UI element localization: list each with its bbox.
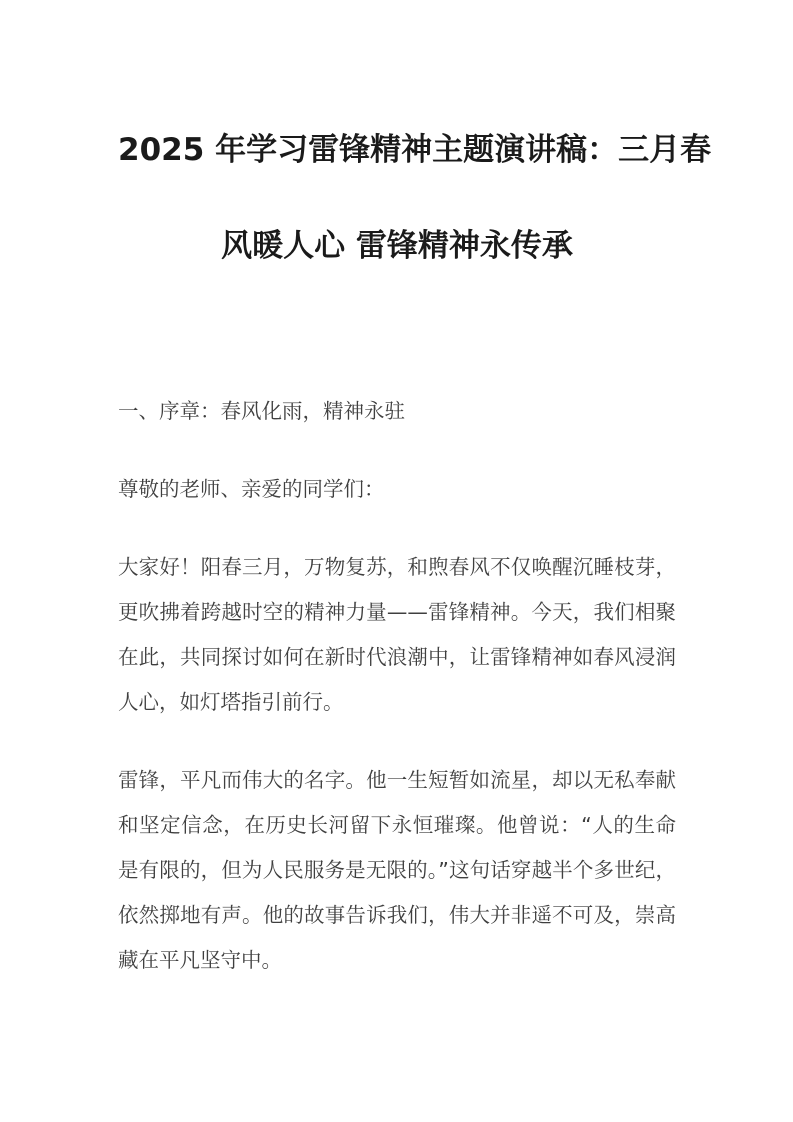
body-paragraph-1: 大家好！阳春三月，万物复苏，和煦春风不仅唤醒沉睡枝芽，更吹拂着跨越时空的精神力量——雷锋精神。今天，我们相聚在此，共同探讨如何在新时代浪潮中，让雷锋精神如春风浸润人心，如灯塔指引前行。 [118,555,676,714]
body-paragraph-2: 雷锋，平凡而伟大的名字。他一生短暂如流星，却以无私奉献和坚定信念，在历史长河留下永恒璀璨。他曾说：“人的生命是有限的，但为人民服务是无限的。”这句话穿越半个多世纪，依然掷地有声。他的故事告诉我们，伟大并非遥不可及，崇高藏在平凡坚守中。 [118,768,676,972]
document-title-line-1: 2025 年学习雷锋精神主题演讲稿：三月春 [118,132,712,168]
salutation: 尊敬的老师、亲爱的同学们： [118,477,385,501]
document-title [118,102,712,294]
document-title-line-2: 风暖人心 雷锋精神永传承 [221,228,573,264]
section-heading: 一、序章：春风化雨，精神永驻 [118,399,405,423]
